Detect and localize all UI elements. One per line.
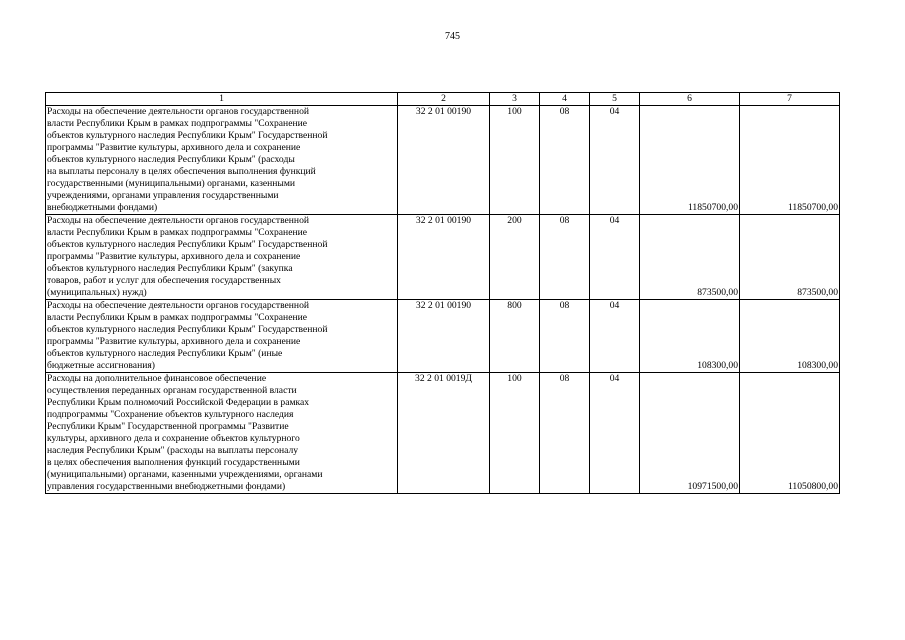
subsection-code: 04 xyxy=(590,215,640,300)
column-header-5: 5 xyxy=(590,93,640,106)
budget-code: 32 2 01 0019Д xyxy=(398,373,490,494)
table-row xyxy=(46,106,840,215)
expense-description: Расходы на обеспечение деятельности органов государственной власти Республики Крым в рамках подпрограммы "Сохранение объектов культурного наследия Республики Крым" Государственной программы "Развитие культуры, архивного дела и сохранение объектов культурного наследия Республики Крым" (закупка товаров, работ и услуг для обеспечения государственных (муниципальных) нужд) xyxy=(46,215,398,300)
section-code: 08 xyxy=(540,215,590,300)
budget-code: 32 2 01 00190 xyxy=(398,215,490,300)
budget-code: 32 2 01 00190 xyxy=(398,300,490,373)
page-number: 745 xyxy=(445,31,460,42)
column-header-6: 6 xyxy=(640,93,740,106)
header-row xyxy=(46,93,840,106)
expense-description: Расходы на дополнительное финансовое обеспечение осуществления переданных органам государственной власти Республики Крым полномочий Российской Федерации в рамках подпрограммы "Сохранение объектов культурного наследия Республики Крым" Государственной программы "Развитие культуры, архивного дела и сохранение объектов культурного наследия Республики Крым" (расходы на выплаты персоналу в целях обеспечения выполнения функций государственными (муниципальными) органами, казенными учреждениями, органами управления государственными внебюджетными фондами) xyxy=(46,373,398,494)
amount-col6: 873500,00 xyxy=(640,215,740,300)
subsection-code: 04 xyxy=(590,300,640,373)
amount-col7: 11850700,00 xyxy=(740,106,840,215)
expense-type-code: 100 xyxy=(490,106,540,215)
expense-description: Расходы на обеспечение деятельности органов государственной власти Республики Крым в рамках подпрограммы "Сохранение объектов культурного наследия Республики Крым" Государственной программы "Развитие культуры, архивного дела и сохранение объектов культурного наследия Республики Крым" (иные бюджетные ассигнования) xyxy=(46,300,398,373)
table-row xyxy=(46,215,840,300)
amount-col6: 11850700,00 xyxy=(640,106,740,215)
expense-type-code: 800 xyxy=(490,300,540,373)
column-header-1: 1 xyxy=(46,93,398,106)
section-code: 08 xyxy=(540,373,590,494)
section-code: 08 xyxy=(540,106,590,215)
expense-type-code: 200 xyxy=(490,215,540,300)
amount-col6: 108300,00 xyxy=(640,300,740,373)
budget-code: 32 2 01 00190 xyxy=(398,106,490,215)
amount-col7: 873500,00 xyxy=(740,215,840,300)
amount-col7: 11050800,00 xyxy=(740,373,840,494)
column-header-3: 3 xyxy=(490,93,540,106)
table-row xyxy=(46,373,840,494)
amount-col7: 108300,00 xyxy=(740,300,840,373)
expense-type-code: 100 xyxy=(490,373,540,494)
column-header-2: 2 xyxy=(398,93,490,106)
section-code: 08 xyxy=(540,300,590,373)
budget-table xyxy=(45,92,840,494)
subsection-code: 04 xyxy=(590,373,640,494)
column-header-7: 7 xyxy=(740,93,840,106)
expense-description: Расходы на обеспечение деятельности органов государственной власти Республики Крым в рамках подпрограммы "Сохранение объектов культурного наследия Республики Крым" Государственной программы "Развитие культуры, архивного дела и сохранение объектов культурного наследия Республики Крым" (расходы на выплаты персоналу в целях обеспечения выполнения функций государственными (муниципальными) органами, казенными учреждениями, органами управления государственными внебюджетными фондами) xyxy=(46,106,398,215)
column-header-4: 4 xyxy=(540,93,590,106)
amount-col6: 10971500,00 xyxy=(640,373,740,494)
table-row xyxy=(46,300,840,373)
subsection-code: 04 xyxy=(590,106,640,215)
